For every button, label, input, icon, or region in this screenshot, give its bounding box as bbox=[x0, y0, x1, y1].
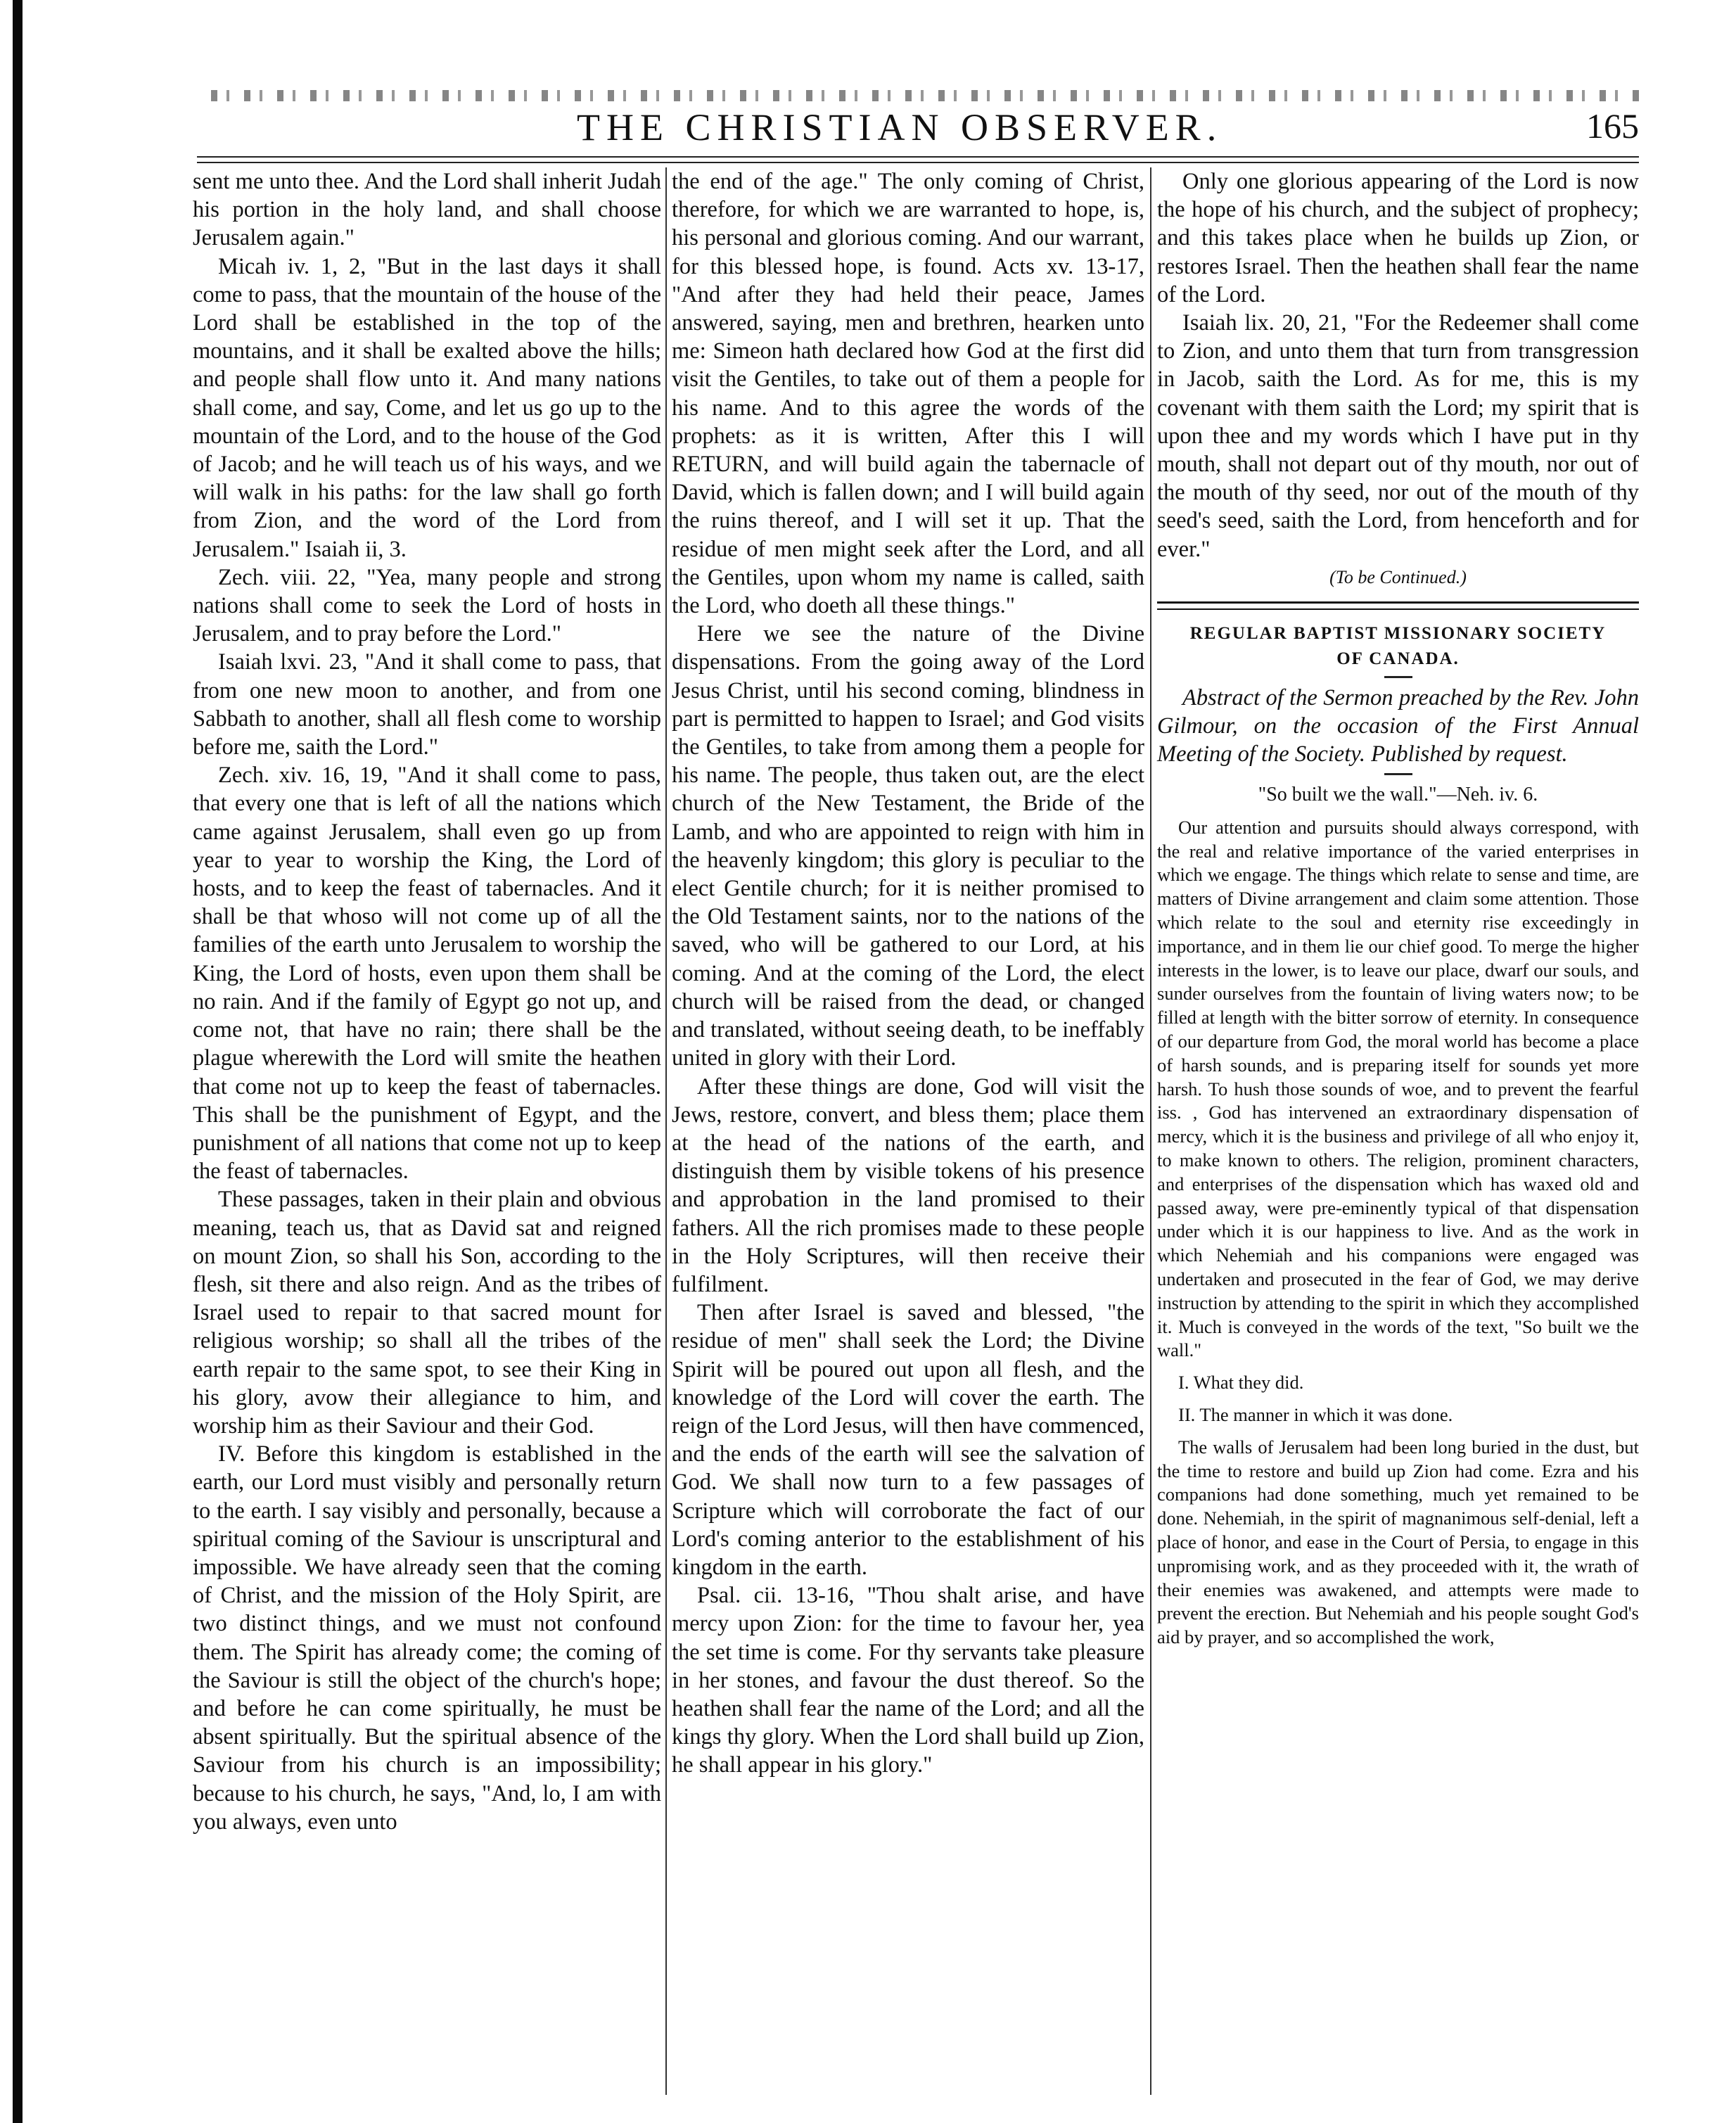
page-number: 165 bbox=[1586, 106, 1639, 146]
paragraph: sent me unto thee. And the Lord shall inherit Judah his portion in the holy land, and shall choose Jerusalem again." bbox=[193, 169, 661, 251]
paragraph: Only one glorious appearing of the Lord is now the hope of his church, and the subject of prophecy; and this takes place when he builds up Zion, or restores Israel. Then the heathen shall fear the name of the Lord. bbox=[1157, 169, 1639, 307]
paragraph: Here we see the nature of the Divine dispensations. From the going away of the Lord Jesus Christ, until his second coming, blindness in part is permitted to happen to Israel; and God visits the Gentiles, to take from among them a people for his name. The people, thus taken out, are the elect church of the New Testament, the Bride of the Lamb, and who are appointed to reign with him in the heavenly kingdom; this glory is peculiar to the elect Gentile church; for it is neither promised to the Old Testament saints, nor to the nations of the saved, who will be gathered to our Lord, at his coming. And at the coming of the Lord, the elect church will be raised from the dead, or changed and translated, without seeing death, to be ineffably united in glory with their Lord. bbox=[672, 621, 1144, 1071]
sermon-point-1: I. What they did. bbox=[1178, 1372, 1304, 1394]
paragraph: Psal. cii. 13-16, "Thou shalt arise, and have mercy upon Zion: for the time to favour her, yea the set time is come. For thy servants take pleasure in her stones, and favour the dust thereof. So the heathen shall fear the name of the Lord; and all the kings thy glory. When the Lord shall build up Zion, he shall appear in his glory." bbox=[672, 1583, 1144, 1778]
column-3 bbox=[1157, 167, 1639, 1650]
section-rule bbox=[1157, 601, 1639, 610]
journal-title: THE CHRISTIAN OBSERVER. bbox=[577, 106, 1223, 148]
paragraph: Zech. viii. 22, "Yea, many people and strong nations shall come to seek the Lord of hosts in Jerusalem, and to pray before the Lord." bbox=[193, 564, 661, 647]
paragraph: Our attention and pursuits should always correspond, with the real and relative importance of the varied enterprises in which we engage. The things which relate to sense and time, are matters of Divine arrangement and claim some attention. Those which relate to the soul and eternity rise exceedingly in importance, and in them lie our chief good. To merge the higher interests in the lower, is to leave our place, dwarf our souls, and sunder ourselves from the fountain of living waters now; to be filled at length with the bitter sorrow of eternity. In consequence of our departure from God, the moral world has become a place of harsh sounds, and is preparing itself for sounds yet more harsh. To hush those sounds of woe, and to prevent the fearful iss. , God has intervened an extraordinary dispensation of mercy, which it is the business and privilege of all who enjoy it, to make known to others. The religion, prominent characters, and enterprises of the dispensation which has waxed old and passed away, were pre-eminently typical of that dispensation under which it is our happiness to live. And as the work in which Nehemiah and his companions were engaged was undertaken and prosecuted in the fear of God, we may derive instruction by attending to the spirit in which they accomplished it. Much is conveyed in the words of the text, "So built we the wall." bbox=[1157, 816, 1639, 1361]
paragraph: Micah iv. 1, 2, "But in the last days it shall come to pass, that the mountain of the house of the Lord shall be established in the top of the mountains, and it shall be exalted above the hills; and people shall flow unto it. And many nations shall come, and say, Come, and let us go up to the mountain of the Lord, and to the house of the God of Jacob; and he will teach us of his ways, and we will walk in his paths: for the law shall go forth from Zion, and the word of the Lord from Jerusalem." Isaiah ii, 3. bbox=[193, 253, 661, 562]
paragraph: IV. Before this kingdom is established in the earth, our Lord must visibly and personally return to the earth. I say visibly and personally, because a spiritual coming of the Saviour is unscriptural and impossible. We have already seen that the coming of Christ, and the mission of the Holy Spirit, are two distinct things, and we must not confound them. The Spirit has already come; the coming of the Saviour is still the object of the church's hope; and before he can come spiritually, he must be absent spiritually. But the spiritual absence of the Saviour from his church is an impossibility; because to his church, he says, "And, lo, I am with you always, even unto bbox=[193, 1441, 661, 1835]
paragraph: Zech. xiv. 16, 19, "And it shall come to pass, that every one that is left of all the nations which came against Jerusalem, shall even go up from year to year to worship the King, the Lord of hosts, and to keep the feast of tabernacles. And it shall be that whoso will not come up of all the families of the earth unto Jerusalem to worship the King, the Lord of hosts, even upon them shall be no rain. And if the family of Egypt go not up, and come not, that have no rain; there shall be the plague wherewith the Lord will smite the heathen that come not up to keep the feast of tabernacles. This shall be the punishment of Egypt, and the punishment of all nations that come not up to keep the feast of tabernacles. bbox=[193, 763, 661, 1185]
paragraph: Isaiah lxvi. 23, "And it shall come to pass, that from one new moon to another, and from one Sabbath to another, shall all flesh come to worship before me, saith the Lord." bbox=[193, 649, 661, 760]
column-1 bbox=[193, 167, 661, 1836]
print-noise-strip bbox=[211, 90, 1639, 101]
sermon-text-motto: "So built we the wall."—Neh. iv. 6. bbox=[1258, 783, 1538, 805]
paragraph: After these things are done, God will visit the Jews, restore, convert, and bless them; place them at the head of the nations of the earth, and distinguish them by visible tokens of his presence and approbation in the land promised to their fathers. All the rich promises made to these people in the Holy Scriptures, will then receive their fulfilment. bbox=[672, 1073, 1144, 1297]
paragraph: the end of the age." The only coming of Christ, therefore, for which we are warranted to hope, is, his personal and glorious coming. And our warrant, for this blessed hope, is found. Acts xv. 13-17, "And after they had held their peace, James answered, saying, men and brethren, hearken unto me: Simeon hath declared how God at the first did visit the Gentiles, to take out of them a people for his name. And to this agree the words of the prophets: as it is written, After this I will RETURN, and will build again the tabernacle of David, which is fallen down; and I will build again the ruins thereof, and I will set it up. That the residue of men might seek after the Lord, and all the Gentiles, upon whom my name is called, saith the Lord, who doeth all these things." bbox=[672, 169, 1144, 619]
running-header bbox=[197, 106, 1639, 155]
column-divider-2 bbox=[1150, 167, 1151, 2095]
to-be-continued: (To be Continued.) bbox=[1329, 566, 1467, 587]
page-edge-bar bbox=[13, 0, 23, 2123]
column-2 bbox=[672, 167, 1144, 1780]
society-title: REGULAR BAPTIST MISSIONARY SOCIETY OF CANADA. bbox=[1189, 624, 1607, 669]
sermon-abstract-heading: Abstract of the Sermon preached by the Rev. John Gilmour, on the occasion of the First Annual Meeting of the Society. Published by request. bbox=[1157, 685, 1639, 767]
paragraph: Then after Israel is saved and blessed, "the residue of men" shall seek the Lord; the Divine Spirit will be poured out upon all flesh, and the knowledge of the Lord will cover the earth. The reign of the Lord Jesus, will then have commenced, and the ends of the earth will see the salvation of God. We shall now turn to a few passages of Scripture which will corroborate the fact of our Lord's coming anterior to the establishment of his kingdom in the earth. bbox=[672, 1300, 1144, 1580]
paragraph: The walls of Jerusalem had been long buried in the dust, but the time to restore and build up Zion had come. Ezra and his companions had done something, much yet remained to be done. Nehemiah, in the spirit of magnanimous self-denial, left a place of honor, and ease in the Court of Persia, to engage in this unpromising work, and as they proceeded with it, the wrath of their enemies was awakened, and attempts were made to prevent the erection. But Nehemiah and his people sought God's aid by prayer, and so accomplished the work, bbox=[1157, 1436, 1639, 1648]
title-dash bbox=[1384, 773, 1412, 775]
paragraph: These passages, taken in their plain and obvious meaning, teach us, that as David sat and reigned on mount Zion, so shall his Son, according to the flesh, sit there and also reign. And as the tribes of Israel used to repair to that sacred mount for religious worship; so shall all the tribes of the earth repair to the same spot, to see their King in his glory, avow their allegiance to him, and worship him as their Saviour and their God. bbox=[193, 1187, 661, 1439]
column-divider-1 bbox=[665, 167, 667, 2095]
paragraph: Isaiah lix. 20, 21, "For the Redeemer shall come to Zion, and unto them that turn from transgression in Jacob, saith the Lord. As for me, this is my covenant with them saith the Lord; my spirit that is upon thee and my words which I have put in thy mouth, shall not depart out of thy mouth, nor out of the mouth of thy seed, nor out of the mouth of thy seed's seed, saith the Lord, from henceforth and for ever." bbox=[1157, 310, 1639, 562]
title-dash bbox=[1384, 676, 1412, 678]
sermon-point-2: II. The manner in which it was done. bbox=[1178, 1403, 1453, 1425]
sermon-body bbox=[1157, 816, 1639, 1650]
header-rule bbox=[197, 156, 1639, 163]
